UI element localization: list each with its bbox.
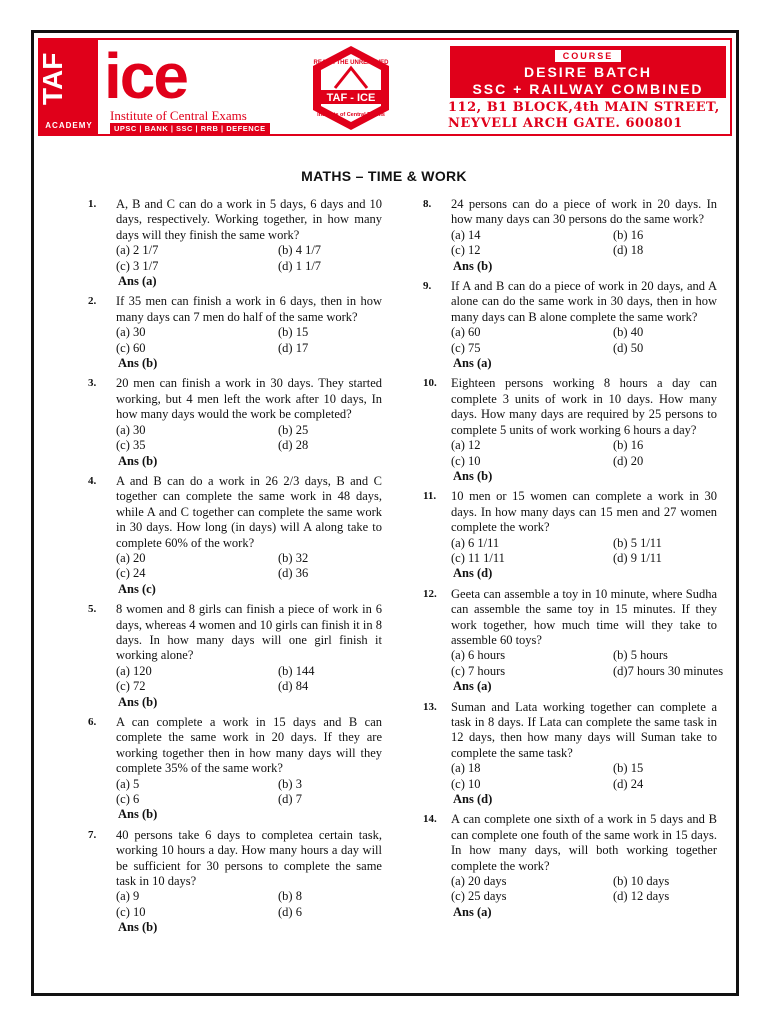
answer-option: (d) 6 (278, 904, 302, 919)
answer-option: (d) 18 (613, 243, 644, 258)
seal-bottom-text: Institute of Central Exams (317, 112, 385, 118)
question-number: 12. (423, 587, 437, 600)
answer-key: Ans (c) (118, 581, 156, 596)
questions-column-right (423, 197, 724, 925)
course-box (450, 46, 726, 98)
course-line-2: SSC + RAILWAY COMBINED (472, 81, 704, 97)
answer-option: (d) 17 (278, 340, 309, 355)
answer-option: (d) 12 days (613, 889, 670, 904)
answer-option: (b) 32 (278, 550, 309, 565)
question-text: 40 persons take 6 days to completea certain task, working 10 hours a day. How many hours a day will be sufficient for 30 persons to complete the same task in 10 days? (116, 827, 382, 889)
question-item (423, 700, 717, 808)
answer-option: (a) 9 (116, 889, 140, 904)
question-text: If A and B can do a piece of work in 20 days, and A alone can do the same work in 30 days, then in how many days can B alone complete the same work? (451, 279, 717, 324)
answer-option: (b) 16 (613, 227, 644, 242)
answer-option: (d) 9 1/11 (613, 550, 662, 565)
answer-option: (c) 35 (116, 438, 146, 453)
answer-option: (d) 7 (278, 792, 302, 807)
question-number: 5. (88, 603, 97, 616)
answer-option: (a) 5 (116, 776, 140, 791)
question-number: 14. (423, 813, 437, 826)
answer-option: (b) 4 1/7 (278, 243, 322, 258)
answer-option: (b) 40 (613, 325, 644, 340)
answer-option: (a) 14 (451, 227, 481, 242)
question-number: 3. (88, 377, 97, 390)
question-text: A can complete one sixth of a work in 5 days and B can complete one fouth of the same work in 15 days. In how many days, will both working together complete the work? (451, 812, 717, 873)
answer-options (451, 438, 717, 469)
question-text: Suman and Lata working together can complete a task in 8 days. If Lata can complete the same task in 12 days, then how many days will Suman take to complete the same task? (451, 699, 717, 760)
answer-option: (a) 12 (451, 438, 481, 453)
answer-option: (a) 60 (451, 325, 481, 340)
answer-option: (a) 6 hours (451, 648, 506, 663)
answer-key: Ans (b) (118, 920, 158, 935)
question-item (423, 376, 717, 484)
answer-option: (c) 6 (116, 792, 140, 807)
answer-option: (c) 25 days (451, 889, 507, 904)
answer-options (116, 325, 382, 356)
answer-options (451, 874, 717, 905)
answer-key: Ans (b) (453, 468, 493, 483)
question-number: 10. (423, 377, 437, 390)
answer-option: (a) 18 (451, 761, 481, 776)
answer-key: Ans (a) (453, 356, 492, 371)
question-item (88, 376, 382, 468)
answer-option: (c) 75 (451, 340, 481, 355)
answer-options (116, 777, 382, 808)
question-item (88, 828, 382, 936)
question-number: 11. (423, 490, 437, 503)
question-item (88, 602, 382, 710)
institute-name: Institute of Central Exams (110, 108, 247, 123)
answer-option: (b) 5 hours (613, 648, 668, 663)
answer-option: (d)7 hours 30 minutes (613, 663, 724, 678)
answer-options (451, 648, 724, 679)
taf-badge-text: TAF (37, 52, 68, 106)
answer-option: (a) 30 (116, 422, 146, 437)
page-title: MATHS – TIME & WORK (301, 168, 467, 184)
question-text: 10 men or 15 women can complete a work in 30 days. In how many days can 15 men and 27 women complete the work? (451, 489, 717, 535)
answer-key: Ans (d) (453, 792, 493, 807)
answer-option: (b) 5 1/11 (613, 535, 662, 550)
answer-key: Ans (a) (453, 904, 492, 919)
answer-option: (b) 15 (278, 325, 309, 340)
answer-options (116, 664, 382, 695)
question-text: Geeta can assemble a toy in 10 minute, where Sudha can assemble the same toy in 15 minutes. If they work together, how much time will they take to assemble 60 toys? (451, 586, 717, 647)
answer-option: (c) 12 (451, 243, 481, 258)
ice-logo: ice (104, 40, 187, 112)
answer-key: Ans (d) (453, 566, 493, 581)
answer-option: (c) 24 (116, 566, 146, 581)
question-item (423, 197, 717, 274)
answer-option: (c) 11 1/11 (451, 550, 505, 565)
answer-key: Ans (a) (453, 679, 492, 694)
answer-key: Ans (b) (118, 807, 158, 822)
answer-options (451, 761, 717, 792)
answer-option: (c) 60 (116, 340, 146, 355)
address (448, 100, 732, 132)
answer-key: Ans (a) (118, 274, 157, 289)
questions-column-left (88, 197, 382, 941)
question-item (423, 586, 724, 695)
answer-option: (d) 28 (278, 438, 309, 453)
answer-key: Ans (b) (118, 356, 158, 371)
question-text: Eighteen persons working 8 hours a day can complete 3 units of work in 10 days. How many days. How many days are required by 25 persons to complete 5 units of work working 6 hours a day? (451, 376, 717, 437)
answer-key: Ans (b) (118, 453, 158, 468)
answer-option: (d) 20 (613, 453, 644, 468)
question-item (88, 715, 382, 823)
course-tag: COURSE (555, 50, 622, 62)
answer-option: (d) 1 1/7 (278, 258, 322, 273)
exam-list-bar: UPSC | BANK | SSC | RRB | DEFENCE (110, 123, 270, 134)
answer-options (451, 228, 717, 259)
answer-option: (b) 10 days (613, 874, 670, 889)
answer-option: (d) 24 (613, 776, 644, 791)
answer-option: (b) 25 (278, 422, 309, 437)
answer-option: (c) 10 (116, 904, 146, 919)
answer-options (451, 325, 717, 356)
answer-option: (a) 2 1/7 (116, 243, 159, 258)
question-number: 4. (88, 474, 97, 487)
question-item (88, 294, 382, 371)
answer-option: (a) 30 (116, 325, 146, 340)
question-number: 9. (423, 280, 432, 293)
answer-option: (b) 16 (613, 438, 644, 453)
answer-options (116, 423, 382, 454)
question-text: 8 women and 8 girls can finish a piece of work in 6 days, whereas 4 women and 10 girls can finish it in 8 days. In how many days will one girl finish it working alone? (116, 602, 382, 663)
question-text: If 35 men can finish a work in 6 days, then in how many days can 7 men do half of the same work? (116, 294, 382, 324)
answer-key: Ans (b) (453, 258, 493, 273)
question-text: A and B can do a work in 26 2/3 days, B and C together can complete the same work in 48 days, while A and C together can complete the same work in 30 days. How long (in days) will A along take to complete 60% of the work? (116, 473, 382, 550)
answer-option: (d) 84 (278, 679, 309, 694)
academy-text: ACADEMY (45, 121, 93, 130)
question-item (423, 489, 717, 581)
question-item (423, 812, 717, 920)
question-item (88, 474, 382, 597)
question-text: 24 persons can do a piece of work in 20 days. In how many days can 30 persons do the same work? (451, 197, 717, 227)
answer-option: (c) 10 (451, 453, 481, 468)
answer-option: (c) 3 1/7 (116, 258, 159, 273)
answer-options (116, 551, 382, 582)
question-number: 1. (88, 198, 97, 210)
institute-seal-icon (305, 44, 397, 132)
answer-option: (d) 36 (278, 566, 309, 581)
answer-option: (a) 6 1/11 (451, 535, 500, 550)
question-item (88, 197, 382, 289)
answer-option: (d) 50 (613, 340, 644, 355)
question-number: 7. (88, 828, 97, 841)
answer-option: (b) 8 (278, 889, 302, 904)
address-line-1: 112, B1 BLOCK,4th MAIN STREET, (448, 100, 720, 115)
answer-option: (a) 120 (116, 663, 152, 678)
answer-option: (c) 10 (451, 776, 481, 791)
question-text: A can complete a work in 15 days and B can complete the same work in 20 days. If they are working together then in how many days will they complete 35% of the same work? (116, 715, 382, 776)
question-number: 6. (88, 716, 97, 728)
question-number: 13. (423, 700, 437, 713)
answer-option: (c) 72 (116, 679, 146, 694)
question-number: 2. (88, 295, 97, 308)
answer-option: (b) 3 (278, 776, 302, 791)
answer-option: (b) 15 (613, 761, 644, 776)
answer-options (451, 536, 717, 567)
question-item (423, 279, 717, 371)
header-banner (38, 38, 732, 136)
answer-options (116, 889, 382, 920)
question-number: 8. (423, 198, 432, 210)
answer-options (116, 243, 382, 274)
seal-top-text: REACH THE UNREACHED (313, 60, 389, 66)
question-text: A, B and C can do a work in 5 days, 6 days and 10 days, respectively. Working together, in how many days will they finish the same work? (116, 197, 382, 242)
address-line-2: NEYVELI ARCH GATE. 600801 (448, 116, 683, 131)
answer-key: Ans (b) (118, 694, 158, 709)
seal-center-text: TAF - ICE (326, 92, 376, 104)
answer-option: (a) 20 days (451, 874, 507, 889)
answer-option: (b) 144 (278, 663, 315, 678)
taf-badge (37, 40, 98, 134)
question-text: 20 men can finish a work in 30 days. They started working, but 4 men left the work after 10 days, In how many days would the work be completed? (116, 376, 382, 422)
course-line-1: DESIRE BATCH (524, 64, 652, 80)
answer-option: (c) 7 hours (451, 663, 506, 678)
answer-option: (a) 20 (116, 550, 146, 565)
